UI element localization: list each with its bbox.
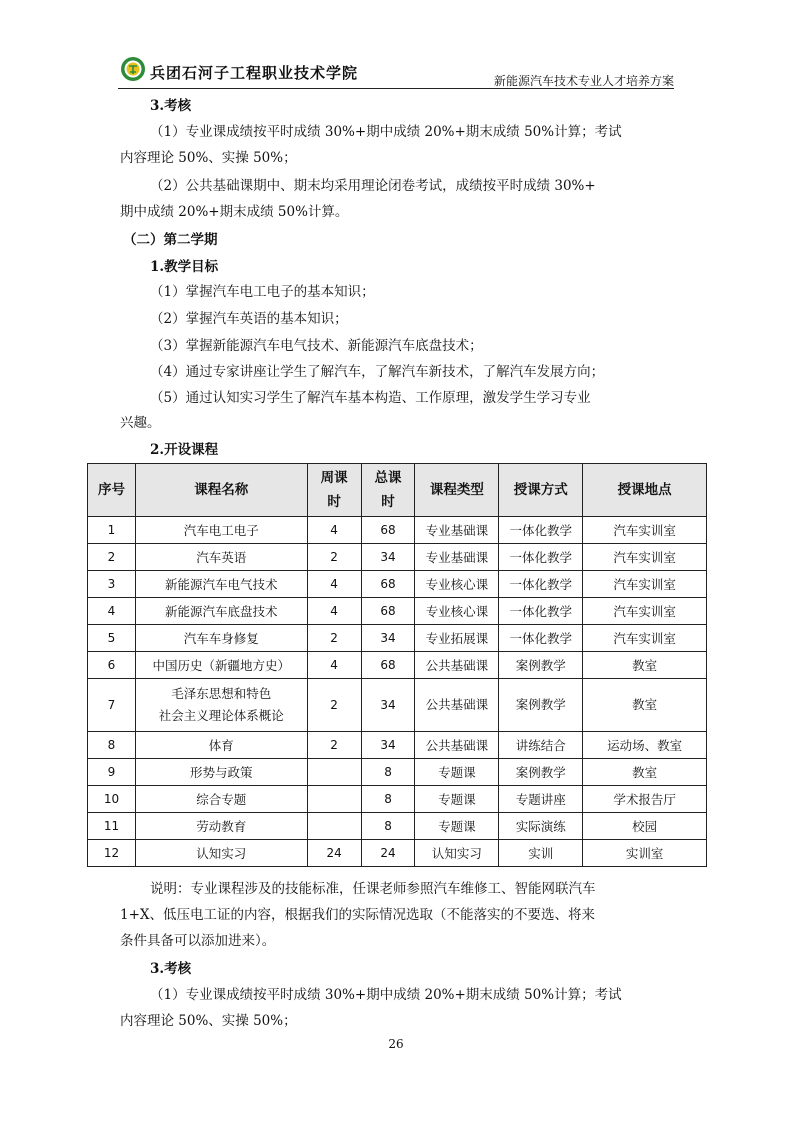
cell-teaching-method: 一体化教学 [499, 544, 583, 571]
cell-total-hours: 8 [361, 759, 415, 786]
cell-total-hours: 34 [361, 544, 415, 571]
paragraph-line: （1）专业课成绩按平时成绩 30%+期中成绩 20%+期末成绩 50%计算；考试 [150, 987, 622, 1003]
cell-teaching-place: 学术报告厅 [583, 786, 707, 813]
cell-total-hours: 68 [361, 571, 415, 598]
cell-weekly-hours [307, 759, 361, 786]
cell-teaching-method: 一体化教学 [499, 598, 583, 625]
paragraph-line: （1）专业课成绩按平时成绩 30%+期中成绩 20%+期末成绩 50%计算；考试 [150, 124, 622, 140]
cell-weekly-hours: 24 [307, 840, 361, 867]
cell-course-type: 公共基础课 [415, 732, 499, 759]
paragraph-line: 内容理论 50%、实操 50%； [120, 150, 297, 166]
cell-course-name: 劳动教育 [135, 813, 307, 840]
goal-item: （3）掌握新能源汽车电气技术、新能源汽车底盘技术； [150, 338, 483, 354]
cell-course-name: 汽车英语 [135, 544, 307, 571]
cell-teaching-method: 案例教学 [499, 759, 583, 786]
cell-teaching-method: 实际演练 [499, 813, 583, 840]
cell-teaching-place: 汽车实训室 [583, 544, 707, 571]
cell-teaching-place: 运动场、教室 [583, 732, 707, 759]
cell-course-type: 专业核心课 [415, 571, 499, 598]
table-row [88, 759, 707, 786]
cell-weekly-hours [307, 786, 361, 813]
goal-item: （5）通过认知实习学生了解汽车基本构造、工作原理，激发学生学习专业 [150, 390, 591, 406]
cell-teaching-method: 一体化教学 [499, 571, 583, 598]
school-logo-icon [120, 56, 146, 82]
table-row [88, 544, 707, 571]
cell-course-type: 专题课 [415, 786, 499, 813]
goal-item-continued: 兴趣。 [120, 415, 161, 431]
cell-no: 12 [88, 840, 136, 867]
cell-weekly-hours: 2 [307, 544, 361, 571]
cell-course-type: 专业基础课 [415, 517, 499, 544]
cell-teaching-place: 汽车实训室 [583, 517, 707, 544]
cell-teaching-method: 一体化教学 [499, 625, 583, 652]
cell-teaching-place: 校园 [583, 813, 707, 840]
cell-no: 9 [88, 759, 136, 786]
cell-course-name: 新能源汽车底盘技术 [135, 598, 307, 625]
cell-weekly-hours: 4 [307, 652, 361, 679]
cell-teaching-place: 汽车实训室 [583, 625, 707, 652]
section-heading-assessment: 3.考核 [150, 98, 192, 114]
cell-course-name: 汽车电工电子 [135, 517, 307, 544]
table-row [88, 625, 707, 652]
cell-teaching-method: 实训 [499, 840, 583, 867]
section-heading-assessment-2: 3.考核 [150, 961, 192, 977]
cell-weekly-hours: 2 [307, 732, 361, 759]
cell-no: 10 [88, 786, 136, 813]
header-total-hours: 总课 时 [361, 464, 415, 517]
cell-teaching-method: 案例教学 [499, 679, 583, 732]
cell-course-name: 毛泽东思想和特色 社会主义理论体系概论 [135, 679, 307, 732]
table-row [88, 598, 707, 625]
table-row [88, 652, 707, 679]
table-row [88, 786, 707, 813]
cell-course-name: 汽车车身修复 [135, 625, 307, 652]
note-line: 说明：专业课程涉及的技能标准，任课老师参照汽车维修工、智能网联汽车 [150, 881, 596, 897]
cell-total-hours: 34 [361, 679, 415, 732]
header-course-name: 课程名称 [135, 464, 307, 517]
page-number: 26 [388, 1037, 404, 1051]
paragraph-line: （2）公共基础课期中、期末均采用理论闭卷考试，成绩按平时成绩 30%+ [150, 178, 596, 194]
cell-course-type: 专业核心课 [415, 598, 499, 625]
table-row [88, 679, 707, 732]
header-weekly-hours: 周课 时 [307, 464, 361, 517]
section-heading-courses: 2.开设课程 [150, 442, 219, 458]
cell-teaching-place: 教室 [583, 759, 707, 786]
cell-total-hours: 8 [361, 813, 415, 840]
document-title: 新能源汽车技术专业人才培养方案 [493, 74, 674, 88]
header-no: 序号 [88, 464, 136, 517]
cell-no: 8 [88, 732, 136, 759]
school-name: 兵团石河子工程职业技术学院 [150, 64, 359, 82]
goal-item: （2）掌握汽车英语的基本知识； [150, 311, 348, 327]
paragraph-line: 内容理论 50%、实操 50%； [120, 1013, 297, 1029]
cell-teaching-method: 专题讲座 [499, 786, 583, 813]
goal-item: （4）通过专家讲座让学生了解汽车，了解汽车新技术，了解汽车发展方向； [150, 364, 605, 380]
cell-teaching-method: 案例教学 [499, 652, 583, 679]
cell-teaching-place: 实训室 [583, 840, 707, 867]
table-row [88, 732, 707, 759]
cell-course-name: 形势与政策 [135, 759, 307, 786]
cell-total-hours: 34 [361, 732, 415, 759]
cell-total-hours: 68 [361, 652, 415, 679]
table-header-row [88, 464, 707, 517]
cell-course-type: 公共基础课 [415, 679, 499, 732]
cell-course-type: 专业拓展课 [415, 625, 499, 652]
cell-course-name: 认知实习 [135, 840, 307, 867]
note-line: 条件具备可以添加进来）。 [120, 933, 276, 949]
cell-no: 11 [88, 813, 136, 840]
cell-no: 7 [88, 679, 136, 732]
header-teaching-place: 授课地点 [583, 464, 707, 517]
cell-weekly-hours: 4 [307, 598, 361, 625]
cell-teaching-place: 教室 [583, 652, 707, 679]
table-row [88, 813, 707, 840]
cell-total-hours: 34 [361, 625, 415, 652]
note-line: 1+X、低压电工证的内容，根据我们的实际情况选取（不能落实的不要选、将来 [120, 907, 596, 923]
page-header [118, 52, 674, 89]
goal-item: （1）掌握汽车电工电子的基本知识； [150, 284, 375, 300]
cell-total-hours: 68 [361, 517, 415, 544]
cell-no: 3 [88, 571, 136, 598]
cell-course-type: 认知实习 [415, 840, 499, 867]
cell-total-hours: 24 [361, 840, 415, 867]
cell-course-name: 中国历史（新疆地方史） [135, 652, 307, 679]
section-heading-goals: 1.教学目标 [150, 259, 219, 275]
cell-no: 5 [88, 625, 136, 652]
semester-heading: （二）第二学期 [123, 232, 218, 248]
cell-total-hours: 68 [361, 598, 415, 625]
header-course-type: 课程类型 [415, 464, 499, 517]
table-row [88, 840, 707, 867]
cell-course-type: 公共基础课 [415, 652, 499, 679]
cell-weekly-hours: 2 [307, 625, 361, 652]
cell-weekly-hours [307, 813, 361, 840]
cell-teaching-place: 汽车实训室 [583, 598, 707, 625]
cell-course-name: 综合专题 [135, 786, 307, 813]
cell-no: 4 [88, 598, 136, 625]
course-table [87, 463, 707, 867]
cell-weekly-hours: 2 [307, 679, 361, 732]
table-row [88, 517, 707, 544]
cell-course-name: 体育 [135, 732, 307, 759]
cell-course-type: 专题课 [415, 813, 499, 840]
cell-teaching-method: 一体化教学 [499, 517, 583, 544]
cell-no: 2 [88, 544, 136, 571]
cell-teaching-method: 讲练结合 [499, 732, 583, 759]
header-teaching-method: 授课方式 [499, 464, 583, 517]
cell-weekly-hours: 4 [307, 517, 361, 544]
cell-course-type: 专业基础课 [415, 544, 499, 571]
cell-no: 6 [88, 652, 136, 679]
cell-total-hours: 8 [361, 786, 415, 813]
cell-course-name: 新能源汽车电气技术 [135, 571, 307, 598]
paragraph-line: 期中成绩 20%+期末成绩 50%计算。 [120, 204, 349, 220]
cell-course-type: 专题课 [415, 759, 499, 786]
table-row [88, 571, 707, 598]
cell-no: 1 [88, 517, 136, 544]
cell-teaching-place: 教室 [583, 679, 707, 732]
cell-teaching-place: 汽车实训室 [583, 571, 707, 598]
cell-weekly-hours: 4 [307, 571, 361, 598]
